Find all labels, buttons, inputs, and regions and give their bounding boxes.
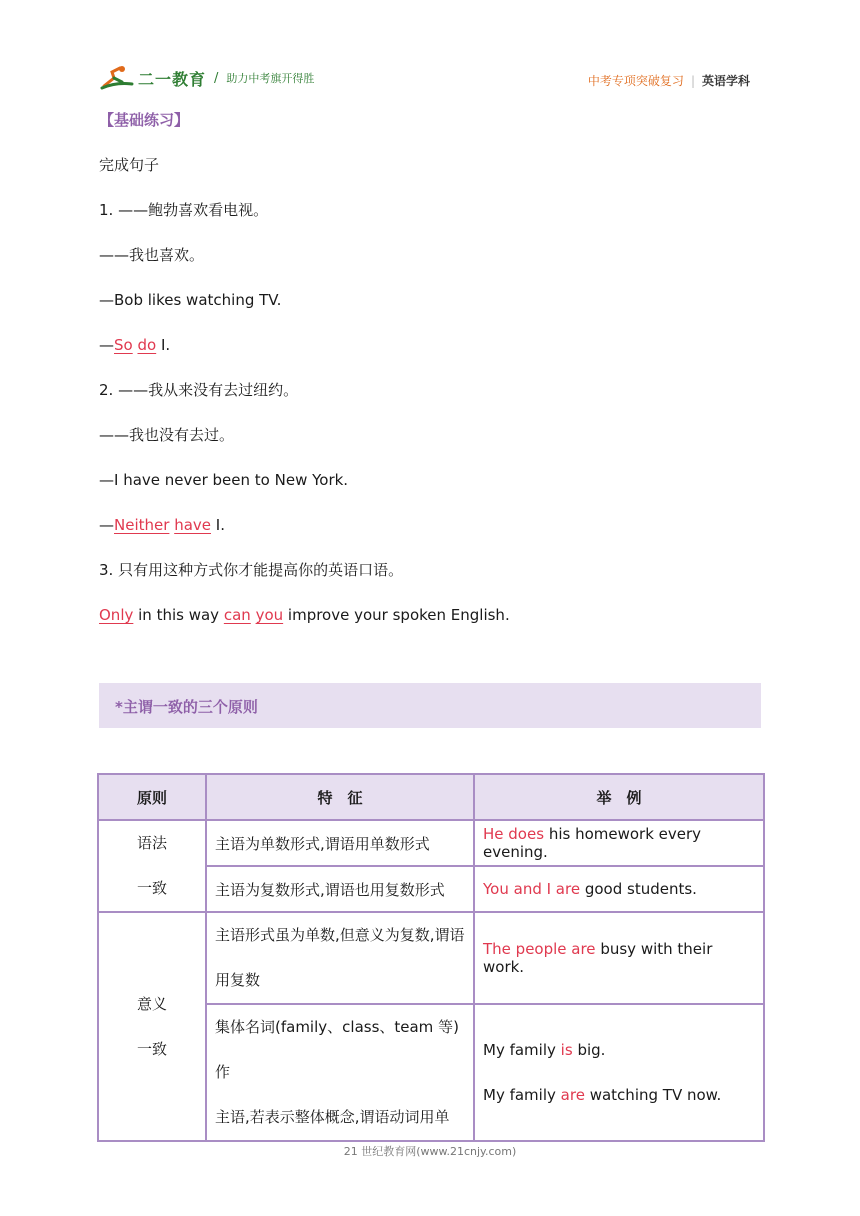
principle-cell [98, 820, 206, 912]
q1-cn-b: ——我也喜欢。 [99, 246, 205, 264]
example-highlight: He does [483, 825, 545, 843]
example-text: My family [483, 1085, 556, 1104]
q1-cn-a: 1. ——鲍勃喜欢看电视。 [99, 201, 269, 219]
principle-label: 一致 [136, 1039, 167, 1058]
feature-line: 主语形式虽为单数,但意义为复数,谓语 [215, 926, 465, 944]
header-divider: | [690, 73, 695, 88]
example-line [483, 1028, 755, 1073]
page-footer: 21 世纪教育网(www.21cnjy.com) [343, 1145, 517, 1158]
answer-blank: Neither [114, 516, 170, 534]
example-highlight: You and I are [483, 880, 581, 898]
instruction: 完成句子 [99, 156, 160, 174]
example-cell [474, 866, 764, 912]
principle-label: 意义 [136, 994, 167, 1013]
example-cell [474, 912, 764, 1004]
example-text: good students. [584, 880, 697, 898]
page-header [100, 64, 750, 96]
feature-cell: 主语为复数形式,谓语也用复数形式 [206, 866, 474, 912]
answer-blank: have [174, 516, 211, 534]
example-cell [474, 820, 764, 866]
answer-tail: improve your spoken English. [287, 606, 510, 624]
agreement-table [97, 773, 765, 1142]
answer-blank: can [223, 606, 251, 624]
principles-banner [99, 683, 761, 728]
principle-label: 语法 [136, 834, 167, 852]
answer-tail: I. [215, 516, 225, 534]
feature-cell [206, 912, 474, 1004]
feature-line: 主语,若表示整体概念,谓语动词用单 [215, 1108, 450, 1126]
series-title: 中考专项突破复习 [587, 74, 684, 88]
feature-cell [206, 1004, 474, 1141]
example-text: his homework every evening. [483, 825, 702, 861]
example-line [483, 1073, 755, 1118]
table-header-row [98, 774, 764, 820]
header-right [588, 72, 750, 89]
answer-blank: Only [99, 606, 134, 624]
runner-logo-icon [100, 64, 134, 92]
header-cell: 特 征 [206, 774, 474, 820]
example-highlight: is [560, 1040, 573, 1059]
q3-cn: 3. 只有用这种方式你才能提高你的英语口语。 [99, 561, 404, 579]
table-row [98, 820, 764, 866]
logo-slogan: 助力中考旗开得胜 [226, 72, 315, 85]
section-title: 【基础练习】 [99, 111, 190, 129]
example-text: big. [577, 1040, 606, 1059]
answer-tail: I. [160, 336, 171, 354]
q1-en-a: —Bob likes watching TV. [99, 291, 282, 309]
dash: — [99, 516, 114, 534]
answer-blank: So [114, 336, 133, 354]
table-row [98, 912, 764, 1004]
example-highlight: The people are [483, 940, 596, 958]
q2-en-a: —I have never been to New York. [99, 471, 349, 489]
example-text: busy with their work. [483, 940, 713, 976]
subject-title: 英语学科 [701, 74, 750, 88]
header-cell: 原则 [98, 774, 206, 820]
principle-cell [98, 912, 206, 1141]
header-cell: 举 例 [474, 774, 764, 820]
example-highlight: are [560, 1085, 585, 1104]
answer-blank: you [255, 606, 284, 624]
logo-divider: / [214, 70, 219, 86]
logo-text: 二一教育 [138, 69, 207, 89]
feature-line: 集体名词(family、class、team 等)作 [215, 1018, 459, 1081]
q1-answer-line [99, 335, 170, 355]
dash: — [99, 336, 114, 354]
banner-title: *主谓一致的三个原则 [115, 698, 258, 716]
example-text: watching TV now. [589, 1085, 722, 1104]
q2-cn-b: ——我也没有去过。 [99, 426, 235, 444]
answer-text: in this way [138, 606, 220, 624]
example-text: My family [483, 1040, 556, 1059]
principle-label: 一致 [136, 879, 167, 897]
answer-blank: do [137, 336, 157, 354]
q2-cn-a: 2. ——我从来没有去过纽约。 [99, 381, 299, 399]
feature-line: 用复数 [215, 971, 261, 989]
brand-logo [100, 64, 314, 92]
q2-answer-line [99, 515, 225, 535]
example-cell [474, 1004, 764, 1141]
feature-cell: 主语为单数形式,谓语用单数形式 [206, 820, 474, 866]
q3-answer-line [99, 605, 510, 625]
